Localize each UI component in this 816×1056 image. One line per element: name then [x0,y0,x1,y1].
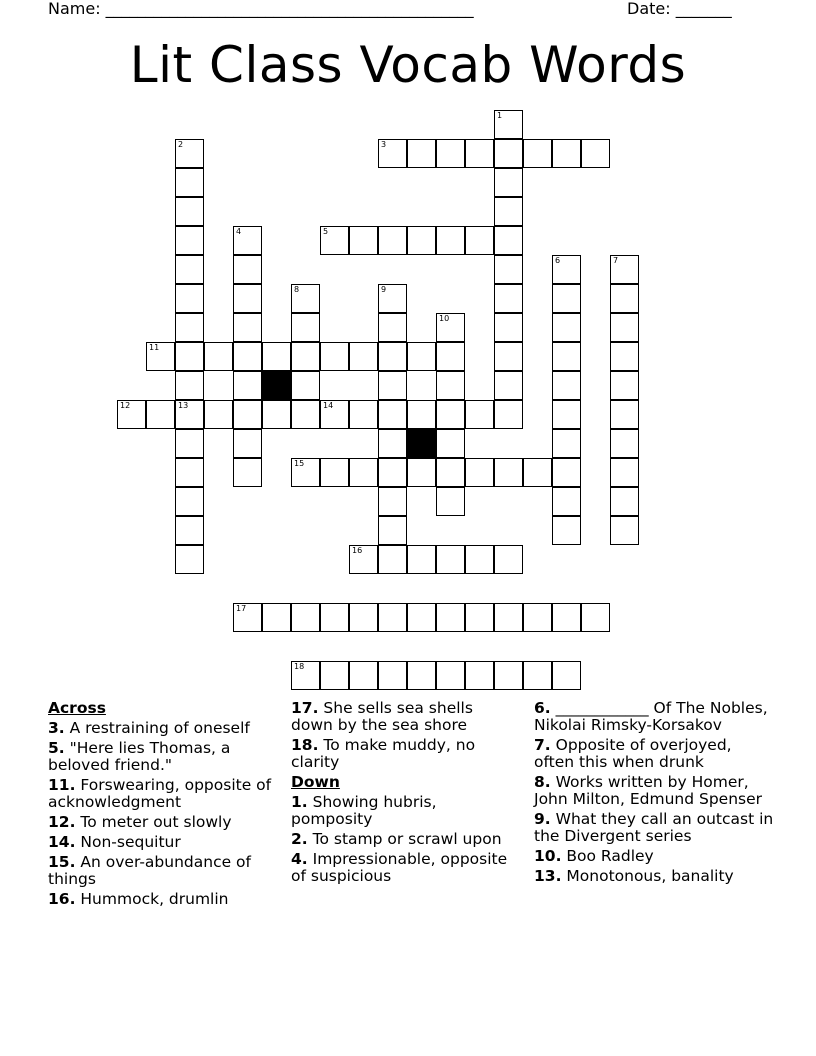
grid-cell[interactable] [465,400,494,429]
grid-cell[interactable] [378,284,407,313]
grid-cell[interactable] [175,429,204,458]
grid-cell[interactable] [523,603,552,632]
grid-cell[interactable] [378,371,407,400]
grid-cell[interactable] [436,139,465,168]
grid-cell[interactable] [407,545,436,574]
grid-cell[interactable] [436,603,465,632]
grid-cell[interactable] [494,400,523,429]
grid-cell[interactable] [610,342,639,371]
grid-cell[interactable] [349,458,378,487]
clue-number: 16 [352,546,363,555]
grid-cell[interactable] [233,400,262,429]
grid-cell[interactable] [552,661,581,690]
grid-cell[interactable] [349,400,378,429]
grid-cell[interactable] [610,371,639,400]
grid-cell[interactable] [407,400,436,429]
grid-cell[interactable] [581,603,610,632]
grid-cell[interactable] [436,400,465,429]
grid-cell[interactable] [262,603,291,632]
grid-cell[interactable] [378,400,407,429]
grid-cell[interactable] [291,313,320,342]
grid-cell[interactable] [610,487,639,516]
clue-down-1: 1. Showing hubris, pomposity [291,793,437,828]
grid-cell[interactable] [262,342,291,371]
clue-number: 17 [236,604,247,613]
grid-cell[interactable] [175,226,204,255]
grid-cell[interactable] [465,226,494,255]
clue-down-8: 8. Works written by Homer, John Milton, Edmund Spenser [534,773,763,808]
grid-cell[interactable] [436,487,465,516]
grid-cell[interactable] [262,400,291,429]
grid-cell[interactable] [175,487,204,516]
grid-cell[interactable] [494,313,523,342]
grid-cell[interactable] [436,313,465,342]
clue-across-3: 3. A restraining of oneself [48,719,250,737]
grid-cell[interactable] [523,661,552,690]
grid-cell[interactable] [117,400,146,429]
clue-across-12: 12. To meter out slowly [48,813,232,831]
clue-number: 2 [178,140,184,149]
grid-cell[interactable] [320,342,349,371]
grid-cell[interactable] [494,371,523,400]
grid-cell[interactable] [349,545,378,574]
grid-cell[interactable] [436,545,465,574]
grid-cell[interactable] [349,661,378,690]
grid-cell[interactable] [436,458,465,487]
grid-cell[interactable] [407,603,436,632]
grid-cell[interactable] [407,342,436,371]
grid-cell[interactable] [407,661,436,690]
clue-number: 6 [555,256,561,265]
grid-cell[interactable] [552,487,581,516]
clue-number: 12 [120,401,131,410]
clue-number: 10 [439,314,450,323]
clue-number: 4 [236,227,242,236]
grid-cell[interactable] [552,255,581,284]
clue-number: 13 [178,401,189,410]
grid-cell[interactable] [465,661,494,690]
clue-across-5: 5. "Here lies Thomas, a beloved friend." [48,739,231,774]
grid-cell[interactable] [610,516,639,545]
grid-cell[interactable] [494,284,523,313]
grid-cell[interactable] [349,226,378,255]
grid-cell[interactable] [610,255,639,284]
grid-cell[interactable] [378,516,407,545]
clue-down-7: 7. Opposite of overjoyed, often this when drunk [534,736,732,771]
down-heading: Down [291,773,340,791]
clue-across-11: 11. Forswearing, opposite of acknowledgment [48,776,272,811]
grid-cell[interactable] [378,313,407,342]
grid-cell[interactable] [175,342,204,371]
clue-number: 3 [381,140,387,149]
clue-across-17: 17. She sells sea shells down by the sea shore [291,699,473,734]
grid-cell[interactable] [320,458,349,487]
date-field[interactable]: Date: _______ [627,0,732,18]
clues-column-2 [291,700,516,888]
grid-cell[interactable] [465,458,494,487]
grid-cell[interactable] [494,197,523,226]
grid-cell[interactable] [494,168,523,197]
clue-number: 11 [149,343,160,352]
grid-cell[interactable] [175,313,204,342]
grid-cell[interactable] [378,429,407,458]
grid-cell[interactable] [349,603,378,632]
grid-cell[interactable] [436,661,465,690]
grid-cell[interactable] [494,255,523,284]
grid-cell[interactable] [378,139,407,168]
grid-cell[interactable] [494,110,523,139]
grid-cell[interactable] [291,603,320,632]
grid-cell[interactable] [175,371,204,400]
across-heading: Across [48,699,106,717]
grid-cell[interactable] [175,168,204,197]
grid-cell[interactable] [610,458,639,487]
clues-column-3 [534,700,774,888]
grid-cell[interactable] [378,226,407,255]
clue-down-2: 2. To stamp or scrawl upon [291,830,502,848]
grid-cell[interactable] [552,400,581,429]
grid-cell[interactable] [320,400,349,429]
grid-cell[interactable] [494,603,523,632]
grid-cell[interactable] [291,342,320,371]
grid-cell[interactable] [378,661,407,690]
grid-cell[interactable] [291,284,320,313]
clue-down-9: 9. What they call an outcast in the Divergent series [534,810,774,845]
grid-cell[interactable] [233,342,262,371]
clue-number: 15 [294,459,305,468]
grid-cell[interactable] [175,284,204,313]
clue-across-14: 14. Non-sequitur [48,833,181,851]
grid-cell[interactable] [378,458,407,487]
grid-cell[interactable] [494,458,523,487]
clue-number: 18 [294,662,305,671]
grid-cell[interactable] [610,313,639,342]
grid-cell[interactable] [465,603,494,632]
grid-cell[interactable] [610,429,639,458]
grid-cell[interactable] [233,226,262,255]
grid-cell[interactable] [523,458,552,487]
clue-down-4: 4. Impressionable, opposite of suspicious [291,850,508,885]
grid-cell[interactable] [552,313,581,342]
grid-cell[interactable] [378,545,407,574]
clue-number: 14 [323,401,334,410]
grid-cell[interactable] [610,400,639,429]
grid-cell[interactable] [552,139,581,168]
grid-cell[interactable] [494,226,523,255]
grid-cell[interactable] [233,429,262,458]
clues-column-1 [48,700,278,911]
grid-cell[interactable] [320,226,349,255]
grid-cell[interactable] [552,284,581,313]
grid-cell[interactable] [407,139,436,168]
grid-cell[interactable] [552,458,581,487]
grid-cell[interactable] [291,400,320,429]
grid-cell[interactable] [523,139,552,168]
grid-cell[interactable] [407,458,436,487]
clue-across-15: 15. An over-abundance of things [48,853,251,888]
grid-cell[interactable] [465,139,494,168]
grid-cell[interactable] [378,487,407,516]
grid-cell[interactable] [436,342,465,371]
clue-number: 7 [613,256,619,265]
clue-down-13: 13. Monotonous, banality [534,867,734,885]
black-square [262,371,291,400]
grid-cell[interactable] [204,400,233,429]
grid-cell[interactable] [291,371,320,400]
clue-across-18: 18. To make muddy, no clarity [291,736,476,771]
grid-cell[interactable] [436,429,465,458]
black-square [407,429,436,458]
grid-cell[interactable] [581,139,610,168]
grid-cell[interactable] [494,661,523,690]
grid-cell[interactable] [552,429,581,458]
grid-cell[interactable] [291,661,320,690]
clue-number: 1 [497,111,503,120]
grid-cell[interactable] [320,603,349,632]
clue-number: 9 [381,285,387,294]
page-title: Lit Class Vocab Words [129,36,687,94]
grid-cell[interactable] [233,255,262,284]
clue-across-16: 16. Hummock, drumlin [48,890,229,908]
grid-cell[interactable] [378,603,407,632]
grid-cell[interactable] [320,661,349,690]
name-field[interactable]: Name: ______________________________________________ [48,0,474,18]
grid-cell[interactable] [175,197,204,226]
grid-cell[interactable] [494,545,523,574]
grid-cell[interactable] [175,516,204,545]
grid-cell[interactable] [436,226,465,255]
grid-cell[interactable] [407,226,436,255]
grid-cell[interactable] [291,458,320,487]
grid-cell[interactable] [175,545,204,574]
grid-cell[interactable] [146,342,175,371]
grid-cell[interactable] [552,342,581,371]
grid-cell[interactable] [494,342,523,371]
grid-cell[interactable] [552,516,581,545]
grid-cell[interactable] [465,545,494,574]
grid-cell[interactable] [552,603,581,632]
grid-cell[interactable] [233,313,262,342]
grid-cell[interactable] [146,400,175,429]
grid-cell[interactable] [494,139,523,168]
clue-number: 5 [323,227,329,236]
grid-cell[interactable] [378,342,407,371]
grid-cell[interactable] [175,255,204,284]
grid-cell[interactable] [233,458,262,487]
grid-cell[interactable] [552,371,581,400]
grid-cell[interactable] [349,342,378,371]
clue-number: 8 [294,285,300,294]
grid-cell[interactable] [204,342,233,371]
clue-down-10: 10. Boo Radley [534,847,654,865]
grid-cell[interactable] [436,371,465,400]
grid-cell[interactable] [610,284,639,313]
grid-cell[interactable] [175,458,204,487]
grid-cell[interactable] [233,603,262,632]
grid-cell[interactable] [175,400,204,429]
clue-down-6: 6. ____________ Of The Nobles, Nikolai Rimsky-Korsakov [534,699,768,734]
grid-cell[interactable] [175,139,204,168]
grid-cell[interactable] [233,371,262,400]
grid-cell[interactable] [233,284,262,313]
